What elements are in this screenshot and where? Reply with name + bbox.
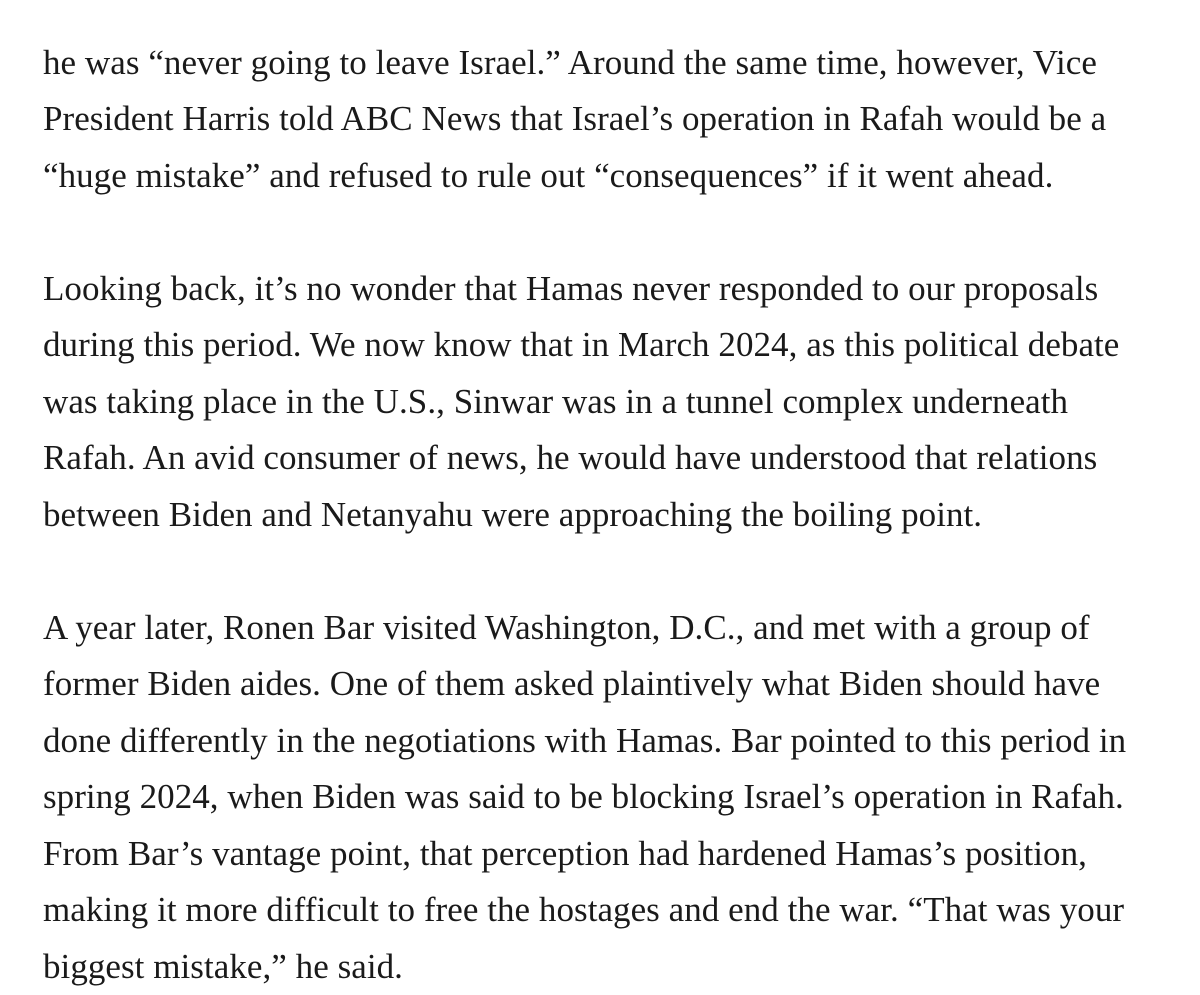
text-line: former Biden aides. One of them asked plaintively what Biden should have — [43, 656, 1183, 713]
text-line: Rafah. An avid consumer of news, he would have understood that relations — [43, 430, 1183, 487]
text-line: “huge mistake” and refused to rule out “consequences” if it went ahead. — [43, 148, 1183, 205]
text-line: done differently in the negotiations with Hamas. Bar pointed to this period in — [43, 713, 1183, 770]
paragraph — [43, 35, 1183, 205]
text-line: biggest mistake,” he said. — [43, 939, 1183, 995]
paragraph — [43, 261, 1183, 544]
paragraph — [43, 600, 1183, 995]
text-line: A year later, Ronen Bar visited Washington, D.C., and met with a group of — [43, 600, 1183, 657]
text-line: President Harris told ABC News that Israel’s operation in Rafah would be a — [43, 91, 1183, 148]
text-line: Looking back, it’s no wonder that Hamas never responded to our proposals — [43, 261, 1183, 318]
text-line: making it more difficult to free the hostages and end the war. “That was your — [43, 882, 1183, 939]
text-line: From Bar’s vantage point, that perception had hardened Hamas’s position, — [43, 826, 1183, 883]
text-line: between Biden and Netanyahu were approaching the boiling point. — [43, 487, 1183, 544]
article-body — [43, 0, 1183, 995]
text-line: was taking place in the U.S., Sinwar was in a tunnel complex underneath — [43, 374, 1183, 431]
text-line: he was “never going to leave Israel.” Around the same time, however, Vice — [43, 35, 1183, 92]
text-line: spring 2024, when Biden was said to be blocking Israel’s operation in Rafah. — [43, 769, 1183, 826]
text-line: during this period. We now know that in March 2024, as this political debate — [43, 317, 1183, 374]
